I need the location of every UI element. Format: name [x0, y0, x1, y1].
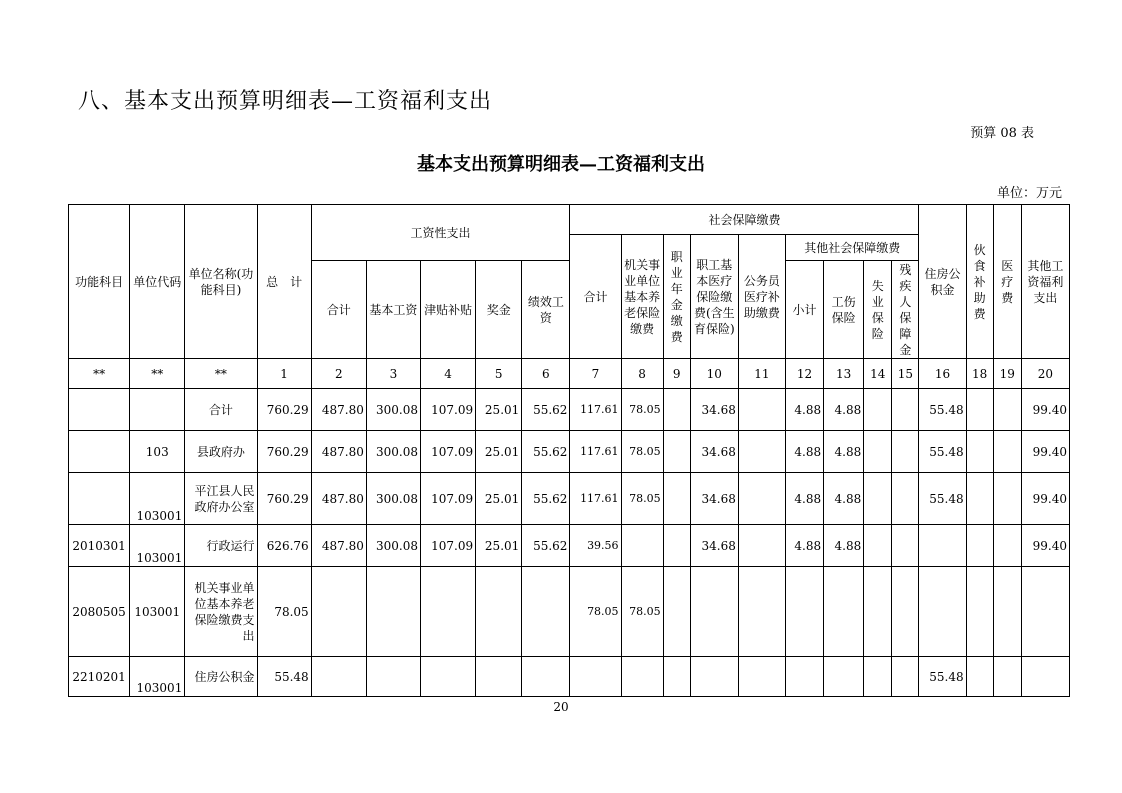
- header-other-sum: 小计: [786, 261, 824, 359]
- unit-name-cell: 县政府办: [185, 431, 257, 473]
- header-wage-sum: 合计: [311, 261, 366, 359]
- value-cell: 300.08: [366, 389, 420, 431]
- value-cell: 487.80: [311, 473, 366, 525]
- section-title: 八、基本支出预算明细表—工资福利支出: [78, 89, 493, 114]
- index-row: [69, 359, 1070, 389]
- total-cell: 760.29: [257, 473, 311, 525]
- table-title: 基本支出预算明细表—工资福利支出: [417, 154, 705, 175]
- value-cell: [864, 525, 892, 567]
- unit-name-cell: 住房公积金: [185, 657, 257, 697]
- value-cell: 107.09: [421, 525, 476, 567]
- value-cell: 4.88: [786, 431, 824, 473]
- index-cell: 3: [366, 359, 420, 389]
- value-cell: 34.68: [690, 525, 738, 567]
- value-cell: 99.40: [1021, 389, 1069, 431]
- header-bonus: 奖金: [476, 261, 522, 359]
- value-cell: 25.01: [476, 525, 522, 567]
- value-cell: 25.01: [476, 389, 522, 431]
- header-civil-medical: 公务员医疗补助缴费: [738, 235, 785, 359]
- value-cell: [476, 567, 522, 657]
- value-cell: 55.62: [522, 525, 570, 567]
- index-cell: 16: [919, 359, 966, 389]
- header-injury: 工伤保险: [824, 261, 864, 359]
- value-cell: [663, 473, 690, 525]
- unit-name-cell: 平江县人民政府办公室: [185, 473, 257, 525]
- value-cell: [993, 567, 1021, 657]
- value-cell: [621, 525, 663, 567]
- total-cell: 760.29: [257, 431, 311, 473]
- header-housing: 住房公积金: [919, 205, 966, 359]
- value-cell: [824, 657, 864, 697]
- value-cell: [864, 389, 892, 431]
- value-cell: [993, 473, 1021, 525]
- value-cell: 300.08: [366, 473, 420, 525]
- value-cell: 107.09: [421, 431, 476, 473]
- value-cell: [966, 473, 993, 525]
- index-cell: **: [69, 359, 130, 389]
- index-cell: 11: [738, 359, 785, 389]
- value-cell: 117.61: [570, 473, 621, 525]
- value-cell: [1021, 567, 1069, 657]
- unit-code-cell: 103: [130, 431, 185, 473]
- header-medical: 职工基本医疗保险缴费(含生育保险): [690, 235, 738, 359]
- index-cell: 1: [257, 359, 311, 389]
- value-cell: [966, 567, 993, 657]
- value-cell: 4.88: [824, 431, 864, 473]
- value-cell: [738, 525, 785, 567]
- value-cell: [892, 431, 919, 473]
- unit-name-cell: 行政运行: [185, 525, 257, 567]
- value-cell: [663, 525, 690, 567]
- value-cell: [993, 431, 1021, 473]
- index-cell: 8: [621, 359, 663, 389]
- budget-table: [68, 204, 1070, 697]
- value-cell: 55.62: [522, 473, 570, 525]
- value-cell: [892, 567, 919, 657]
- value-cell: [663, 657, 690, 697]
- index-cell: 10: [690, 359, 738, 389]
- total-cell: 760.29: [257, 389, 311, 431]
- value-cell: 78.05: [621, 389, 663, 431]
- value-cell: [864, 567, 892, 657]
- value-cell: [690, 567, 738, 657]
- index-cell: 20: [1021, 359, 1069, 389]
- value-cell: [966, 431, 993, 473]
- header-pension: 机关事业单位基本养老保险缴费: [621, 235, 663, 359]
- value-cell: 55.48: [919, 657, 966, 697]
- header-unit-name: 单位名称(功能科目): [185, 205, 257, 359]
- value-cell: 4.88: [786, 473, 824, 525]
- page-number: 20: [553, 700, 569, 714]
- value-cell: [919, 525, 966, 567]
- unit-code-cell: 103001: [130, 525, 185, 567]
- value-cell: 300.08: [366, 431, 420, 473]
- value-cell: [864, 473, 892, 525]
- value-cell: 487.80: [311, 525, 366, 567]
- value-cell: 55.62: [522, 389, 570, 431]
- index-cell: 13: [824, 359, 864, 389]
- value-cell: [966, 657, 993, 697]
- index-cell: 6: [522, 359, 570, 389]
- func-code-cell: 2010301: [69, 525, 130, 567]
- value-cell: [570, 657, 621, 697]
- header-other-social-group: 其他社会保障缴费: [786, 235, 919, 261]
- value-cell: [621, 657, 663, 697]
- value-cell: [786, 657, 824, 697]
- table-row: [69, 567, 1070, 657]
- total-cell: 78.05: [257, 567, 311, 657]
- value-cell: 487.80: [311, 389, 366, 431]
- value-cell: [476, 657, 522, 697]
- value-cell: [738, 473, 785, 525]
- value-cell: 34.68: [690, 389, 738, 431]
- value-cell: 25.01: [476, 473, 522, 525]
- value-cell: [966, 389, 993, 431]
- value-cell: [993, 525, 1021, 567]
- value-cell: [663, 431, 690, 473]
- value-cell: 39.56: [570, 525, 621, 567]
- index-cell: 19: [993, 359, 1021, 389]
- unit-code-cell: 103001: [130, 567, 185, 657]
- value-cell: [663, 567, 690, 657]
- header-wage-group: 工资性支出: [311, 205, 570, 261]
- value-cell: [663, 389, 690, 431]
- form-number: 预算 08 表: [970, 126, 1034, 141]
- value-cell: 4.88: [824, 525, 864, 567]
- header-med-fee: 医疗费: [993, 205, 1021, 359]
- header-disabled: 残疾人保障金: [892, 261, 919, 359]
- value-cell: [421, 567, 476, 657]
- value-cell: [522, 657, 570, 697]
- total-cell: 626.76: [257, 525, 311, 567]
- value-cell: [366, 567, 420, 657]
- table-row: [69, 431, 1070, 473]
- value-cell: 34.68: [690, 431, 738, 473]
- value-cell: [892, 389, 919, 431]
- header-total: 总 计: [257, 205, 311, 359]
- value-cell: [421, 657, 476, 697]
- value-cell: 117.61: [570, 431, 621, 473]
- value-cell: [311, 567, 366, 657]
- value-cell: [1021, 657, 1069, 697]
- func-code-cell: [69, 431, 130, 473]
- unit-label: 单位：万元: [996, 186, 1062, 201]
- table-row: [69, 657, 1070, 697]
- value-cell: [690, 657, 738, 697]
- value-cell: [864, 431, 892, 473]
- index-cell: **: [130, 359, 185, 389]
- table-row: [69, 525, 1070, 567]
- func-code-cell: 2080505: [69, 567, 130, 657]
- value-cell: 78.05: [621, 473, 663, 525]
- value-cell: 4.88: [824, 473, 864, 525]
- index-cell: 14: [864, 359, 892, 389]
- value-cell: 4.88: [786, 389, 824, 431]
- value-cell: [738, 389, 785, 431]
- value-cell: 4.88: [786, 525, 824, 567]
- value-cell: [786, 567, 824, 657]
- value-cell: 34.68: [690, 473, 738, 525]
- value-cell: 107.09: [421, 473, 476, 525]
- value-cell: [993, 389, 1021, 431]
- header-annuity: 职业年金缴费: [663, 235, 690, 359]
- value-cell: [311, 657, 366, 697]
- table-row: [69, 473, 1070, 525]
- value-cell: [738, 567, 785, 657]
- index-cell: 4: [421, 359, 476, 389]
- value-cell: 78.05: [621, 431, 663, 473]
- value-cell: [892, 657, 919, 697]
- header-social-sum: 合计: [570, 235, 621, 359]
- value-cell: [919, 567, 966, 657]
- index-cell: 18: [966, 359, 993, 389]
- value-cell: [966, 525, 993, 567]
- value-cell: [738, 431, 785, 473]
- header-allowance: 津贴补贴: [421, 261, 476, 359]
- value-cell: [892, 473, 919, 525]
- value-cell: 78.05: [570, 567, 621, 657]
- table-row: [69, 389, 1070, 431]
- value-cell: 78.05: [621, 567, 663, 657]
- value-cell: 55.48: [919, 389, 966, 431]
- value-cell: 99.40: [1021, 473, 1069, 525]
- value-cell: 117.61: [570, 389, 621, 431]
- value-cell: [738, 657, 785, 697]
- index-cell: 9: [663, 359, 690, 389]
- func-code-cell: 2210201: [69, 657, 130, 697]
- unit-code-cell: 103001: [130, 473, 185, 525]
- value-cell: [864, 657, 892, 697]
- value-cell: 55.48: [919, 473, 966, 525]
- header-unemployment: 失业保险: [864, 261, 892, 359]
- value-cell: [892, 525, 919, 567]
- value-cell: 4.88: [824, 389, 864, 431]
- header-basic-wage: 基本工资: [366, 261, 420, 359]
- value-cell: [366, 657, 420, 697]
- value-cell: 99.40: [1021, 525, 1069, 567]
- header-unit-code: 单位代码: [130, 205, 185, 359]
- value-cell: 99.40: [1021, 431, 1069, 473]
- func-code-cell: [69, 389, 130, 431]
- header-social-group: 社会保障缴费: [570, 205, 919, 235]
- index-cell: 2: [311, 359, 366, 389]
- index-cell: 15: [892, 359, 919, 389]
- header-func: 功能科目: [69, 205, 130, 359]
- func-code-cell: [69, 473, 130, 525]
- index-cell: 12: [786, 359, 824, 389]
- value-cell: 25.01: [476, 431, 522, 473]
- unit-code-cell: 103001: [130, 657, 185, 697]
- header-other-welfare: 其他工资福利支出: [1021, 205, 1069, 359]
- value-cell: 55.48: [919, 431, 966, 473]
- value-cell: 107.09: [421, 389, 476, 431]
- total-cell: 55.48: [257, 657, 311, 697]
- value-cell: 487.80: [311, 431, 366, 473]
- index-cell: **: [185, 359, 257, 389]
- header-meal: 伙食补助费: [966, 205, 993, 359]
- unit-name-cell: 机关事业单位基本养老保险缴费支出: [185, 567, 257, 657]
- value-cell: [993, 657, 1021, 697]
- index-cell: 7: [570, 359, 621, 389]
- value-cell: [824, 567, 864, 657]
- value-cell: 300.08: [366, 525, 420, 567]
- index-cell: 5: [476, 359, 522, 389]
- value-cell: [522, 567, 570, 657]
- header-performance: 绩效工资: [522, 261, 570, 359]
- unit-code-cell: [130, 389, 185, 431]
- unit-name-cell: 合计: [185, 389, 257, 431]
- value-cell: 55.62: [522, 431, 570, 473]
